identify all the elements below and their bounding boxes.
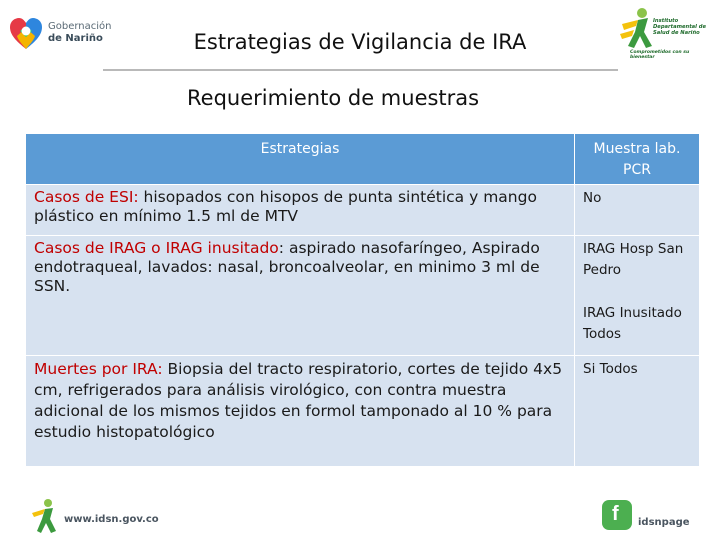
- result-value-secondary: IRAG Inusitado Todos: [583, 305, 682, 342]
- strategies-table: [25, 133, 700, 467]
- result-cell: [575, 356, 700, 467]
- logo-left-line2: de Nariño: [48, 33, 103, 44]
- result-value: No: [583, 190, 602, 206]
- header-estrategias: Estrategias: [26, 134, 575, 185]
- facebook-letter: f: [612, 503, 619, 525]
- facebook-icon[interactable]: [602, 500, 632, 530]
- strategy-cell: [26, 236, 575, 356]
- strategy-cell: [26, 356, 575, 467]
- strategy-text: Biopsia del tracto respiratorio, cortes de tejido 4x5 cm, refrigerados para análisis virológico, con contra muestra adicional de los mismos tejidos en formol tamponado al 10 % para estudio histopatológico: [34, 360, 563, 441]
- page-title: Estrategias de Vigilancia de IRA: [193, 30, 527, 54]
- strategy-keyword: Casos de ESI:: [34, 188, 139, 206]
- facebook-page-link[interactable]: idsnpage: [638, 517, 690, 528]
- result-value: Si Todos: [583, 361, 638, 377]
- footer-website: [30, 498, 170, 534]
- strategy-keyword: Muertes por IRA:: [34, 360, 163, 378]
- result-cell: [575, 236, 700, 356]
- strategy-cell: [26, 185, 575, 236]
- strategy-keyword: Casos de IRAG o IRAG inusitado: [34, 239, 279, 257]
- idsn-logo-tagline: Comprometidos con su bienestar: [630, 50, 690, 60]
- page-subtitle: Requerimiento de muestras: [187, 86, 480, 110]
- result-value: IRAG Hosp San Pedro: [583, 241, 684, 278]
- strategy-text: hisopados con hisopos de punta sintética y mango plástico en mínimo 1.5 ml de MTV: [34, 188, 537, 225]
- idsn-logo-text: Instituto Departamental de Salud de Nariño: [653, 18, 706, 36]
- table-row: [26, 185, 700, 236]
- idsn-figure-icon: [30, 498, 60, 534]
- website-link[interactable]: www.idsn.gov.co: [64, 514, 159, 525]
- result-cell: [575, 185, 700, 236]
- strategy-text: : aspirado nasofaríngeo, Aspirado endotraqueal, lavados: nasal, broncoalveolar, en minimo 3 ml de SSN.: [34, 239, 540, 295]
- title-divider: [103, 69, 618, 71]
- footer-facebook: [602, 500, 712, 534]
- table-row: [26, 236, 700, 356]
- logo-left-line1: Gobernación: [48, 21, 112, 32]
- table-row: [26, 356, 700, 467]
- table-header-row: [26, 134, 700, 185]
- header-muestra: Muestra lab. PCR: [575, 134, 700, 185]
